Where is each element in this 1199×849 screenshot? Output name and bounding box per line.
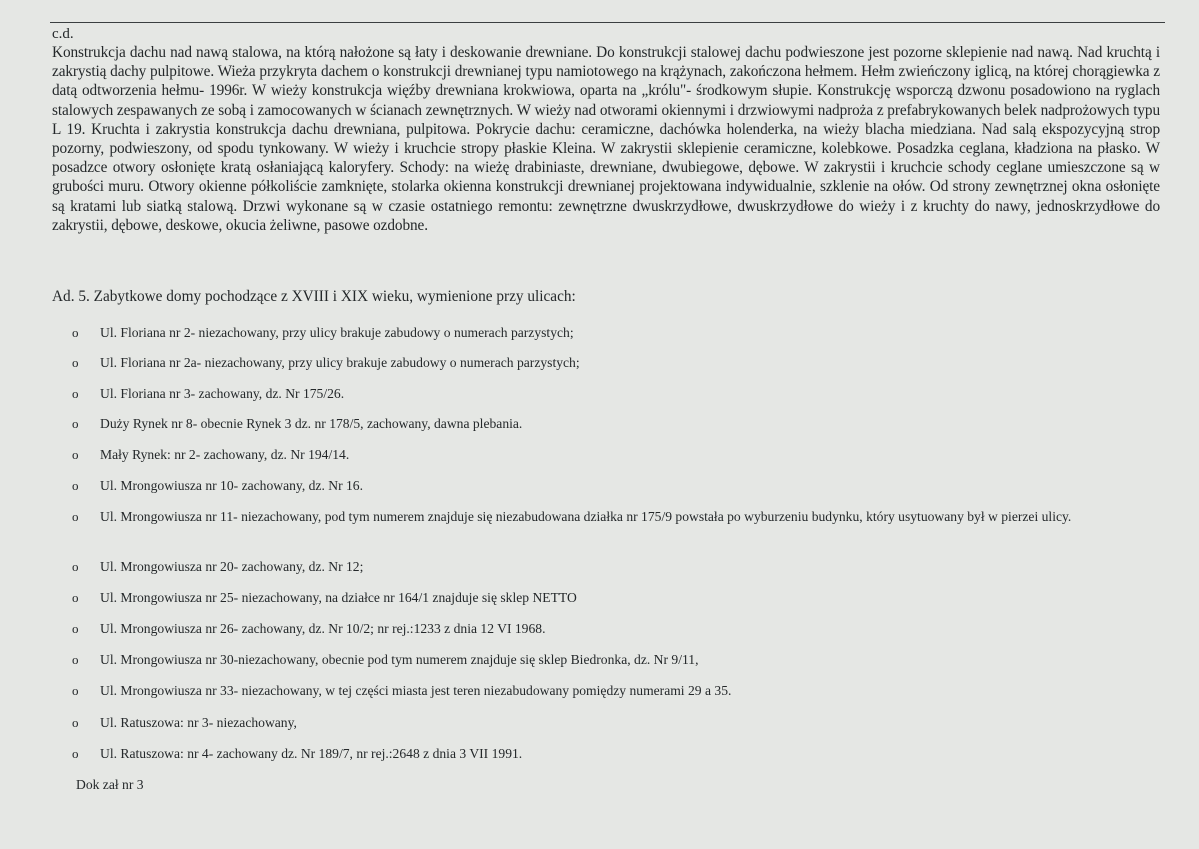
roof-construction-paragraph: Konstrukcja dachu nad nawą stalowa, na którą nałożone są łaty i deskowanie drewniane. Do konstrukcji stalowej dachu podwieszone jest pozorne sklepienie nad nawą. Nad kruchtą i zakrystią dachy pulpitowe. Wieża przykryta dachem o konstrukcji drewnianej typu namiotowego na krążynach, zakończona hełmem. Hełm zwieńczony iglicą, na której chorągiewka z datą odtworzenia hełmu- 1996r. W wieży konstrukcja więźby drewniana krokwiowa, oparta na „królu"- środkowym słupie. Konstrukcję wsporczą dzwonu posadowiono na ryglach stalowych zespawanych ze sobą i zamocowanych w ścianach zewnętrznych. W wieży nad otworami okiennymi i drzwiowymi nadproża z prefabrykowanych belek nadprożowych typu L 19. Kruchta i zakrystia konstrukcja dachu drewniana, pulpitowa. Pokrycie dachu: ceramiczne, dachówka holenderka, na wieży blacha miedziana. Nad salą ekspozycyjną strop pozorny, podwieszony, od spodu tynkowany. W wieży i kruchcie stropy płaskie Kleina. W zakrystii sklepienie ceramiczne, kolebkowe. Posadzka ceglana, kładziona na płasko. W posadzce otwory osłonięte kratą osłaniającą kaloryfery. Schody: na wieżę drabiniaste, drewniane, dwubiegowe, dębowe. W zakrystii i kruchcie schody ceglane umieszczone są w grubości muru. Otwory okienne półkoliście zamknięte, stolarka okienna konstrukcji drewnianej projektowana indywidualnie, szklenie na ołów. Od strony zewnętrznej okna osłonięte są kratami lub siatką stalową. Drzwi wykonane są w czasie ostatniego remontu: zewnętrzne dwuskrzydłowe, dwuskrzydłowe do wieży i z kruchty do nawy, jednoskrzydłowe do zakrystii, dębowe, deskowe, okucia żeliwne, pasowe ozdobne. xyxy=(52,44,1160,234)
bullet-icon: o xyxy=(72,447,79,462)
list-item-text: Ul. Ratuszowa: nr 4- zachowany dz. Nr 189/7, nr rej.:2648 z dnia 3 VII 1991. xyxy=(100,746,523,761)
bullet-icon: o xyxy=(72,355,79,370)
attachment-note: Dok zał nr 3 xyxy=(76,777,144,792)
list-item-text: Ul. Mrongowiusza nr 26- zachowany, dz. Nr 10/2; nr rej.:1233 z dnia 12 VI 1968. xyxy=(100,621,546,636)
bullet-icon: o xyxy=(72,325,79,340)
bullet-icon: o xyxy=(72,478,79,493)
list-item-text: Ul. Mrongowiusza nr 33- niezachowany, w tej części miasta jest teren niezabudowany pomiędzy numerami 29 a 35. xyxy=(100,683,732,698)
list-item-text: Ul. Mrongowiusza nr 11- niezachowany, pod tym numerem znajduje się niezabudowana działka nr 175/9 powstała po wyburzeniu budynku, który usytuowany był w pierzei ulicy. xyxy=(100,509,1072,524)
list-item-text: Ul. Floriana nr 3- zachowany, dz. Nr 175/26. xyxy=(100,386,345,401)
bullet-icon: o xyxy=(72,386,79,401)
list-item-text: Ul. Mrongowiusza nr 25- niezachowany, na działce nr 164/1 znajduje się sklep NETTO xyxy=(100,590,577,605)
bullet-icon: o xyxy=(72,652,79,667)
list-item-text: Mały Rynek: nr 2- zachowany, dz. Nr 194/14. xyxy=(100,447,350,462)
bullet-icon: o xyxy=(72,715,79,730)
list-item-text: Ul. Mrongowiusza nr 10- zachowany, dz. Nr 16. xyxy=(100,478,363,493)
list-item-text: Duży Rynek nr 8- obecnie Rynek 3 dz. nr 178/5, zachowany, dawna plebania. xyxy=(100,416,523,431)
list-item-text: Ul. Mrongowiusza nr 30-niezachowany, obecnie pod tym numerem znajduje się sklep Biedronka, dz. Nr 9/11, xyxy=(100,652,699,667)
bullet-icon: o xyxy=(72,621,79,636)
bullet-icon: o xyxy=(72,509,79,524)
list-item-text: Ul. Mrongowiusza nr 20- zachowany, dz. Nr 12; xyxy=(100,559,364,574)
top-rule xyxy=(50,22,1165,23)
bullet-icon: o xyxy=(72,416,79,431)
section-heading: Ad. 5. Zabytkowe domy pochodzące z XVIII i XIX wieku, wymienione przy ulicach: xyxy=(52,288,576,305)
bullet-icon: o xyxy=(72,683,79,698)
list-item-text: Ul. Floriana nr 2a- niezachowany, przy ulicy brakuje zabudowy o numerach parzystych; xyxy=(100,355,580,370)
bullet-icon: o xyxy=(72,590,79,605)
list-item-text: Ul. Ratuszowa: nr 3- niezachowany, xyxy=(100,715,297,730)
list-item-text: Ul. Floriana nr 2- niezachowany, przy ulicy brakuje zabudowy o numerach parzystych; xyxy=(100,325,574,340)
continuation-marker: c.d. xyxy=(52,26,74,42)
bullet-icon: o xyxy=(72,559,79,574)
bullet-icon: o xyxy=(72,746,79,761)
